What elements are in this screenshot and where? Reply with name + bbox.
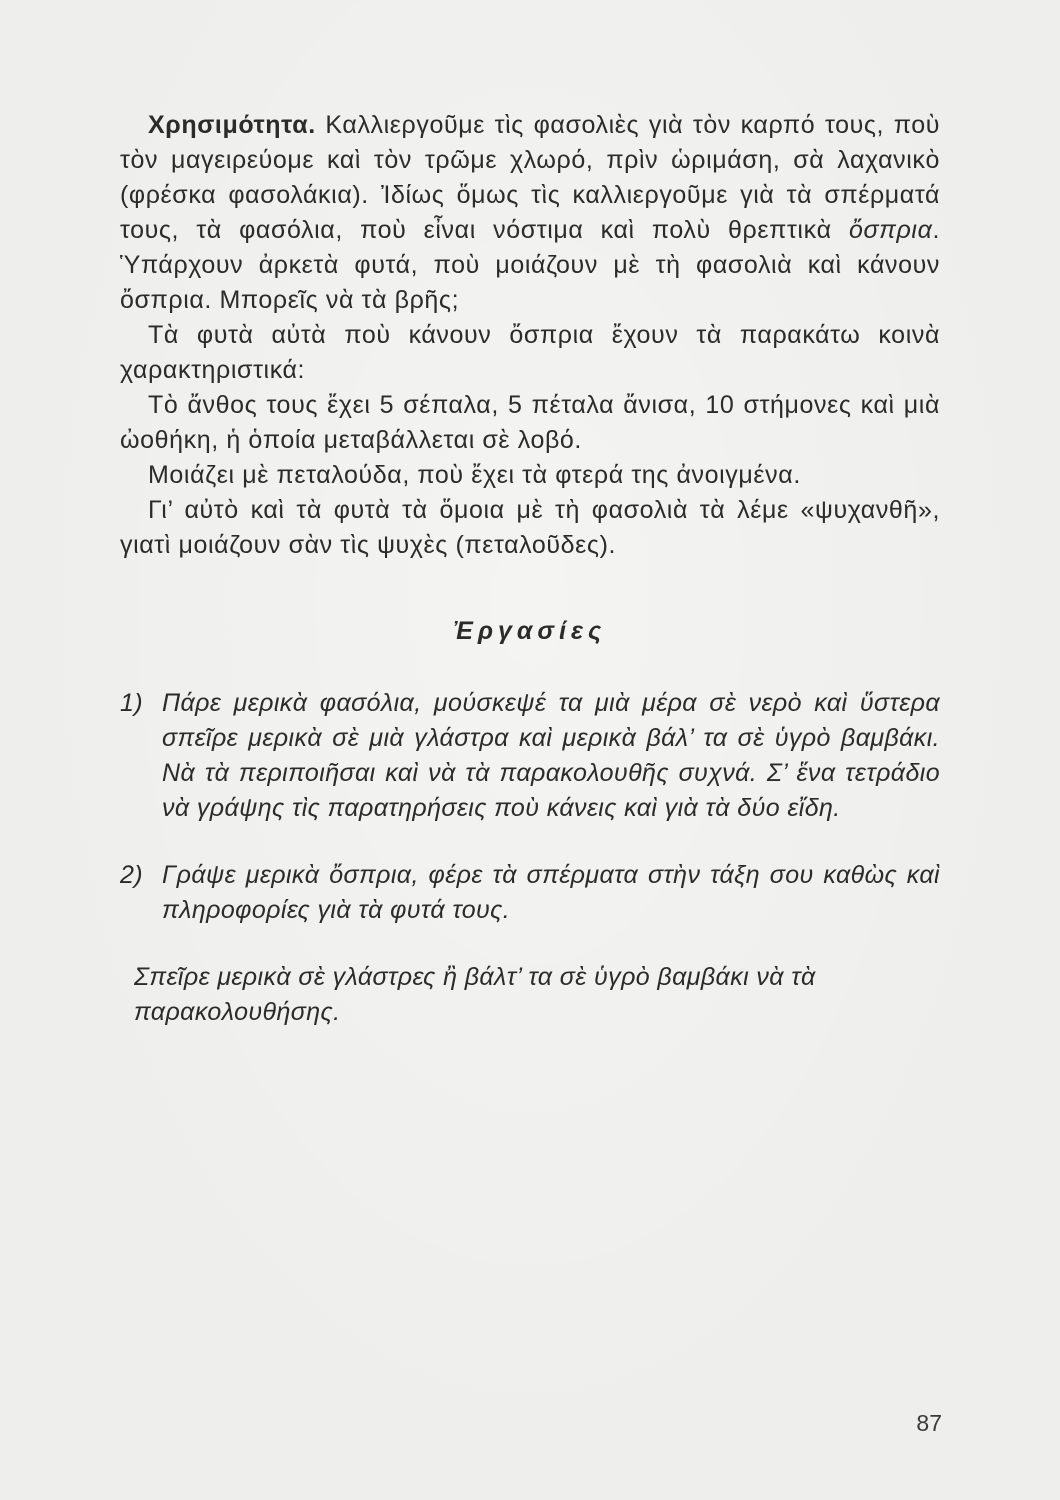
intro-lead-term: Χρησιμότητα.	[148, 111, 316, 139]
page-number: 87	[916, 1410, 942, 1436]
task-text: Γράψε μερικὰ ὄσπρια, φέρε τὰ σπέρματα στὴν τάξη σου καθὼς καὶ πληροφορίες γιὰ τὰ φυτά τους.	[162, 861, 940, 924]
intro-paragraph	[120, 108, 940, 318]
intro-text-continued: . Ὑπάρχουν ἀρκετὰ φυτά, ποὺ μοιάζουν μὲ τὴ φασολιὰ καὶ κάνουν ὄσπρια. Μπορεῖς νὰ τὰ βρῆς;	[120, 216, 940, 314]
paragraph-common-traits: Τὰ φυτὰ αὐτὰ ποὺ κάνουν ὄσπρια ἔχουν τὰ παρακάτω κοινὰ χαρακτηριστικά:	[120, 321, 940, 384]
task-text: Πάρε μερικὰ φασόλια, μούσκεψέ τα μιὰ μέρα σὲ νερὸ καὶ ὕστερα σπεῖρε μερικὰ σὲ μιὰ γλάστρα καὶ μερικὰ βάλ’ τα σὲ ὑγρὸ βαμβάκι. Νὰ τὰ περιποιῆσαι καὶ νὰ τὰ παρακολουθῆς συχνά. Σ’ ἕνα τετράδιο νὰ γράψης τὶς παρατηρήσεις ποὺ κάνεις καὶ γιὰ τὰ δύο εἴδη.	[162, 689, 940, 822]
task-number: 2)	[120, 861, 144, 889]
paragraph-psychanthi: Γι’ αὐτὸ καὶ τὰ φυτὰ τὰ ὅμοια μὲ τὴ φασολιὰ τὰ λέμε «ψυχανθῆ», γιατὶ μοιάζουν σὰν τὶς ψυχὲς (πεταλοῦδες).	[120, 496, 940, 559]
closing-instruction: Σπεῖρε μερικὰ σὲ γλάστρες ἢ βάλτ’ τα σὲ ὑγρὸ βαμβάκι νὰ τὰ παρακολουθήσης.	[134, 963, 816, 1026]
page-content	[120, 108, 940, 1030]
intro-italic-term: ὄσπρια	[848, 216, 933, 244]
paragraph-flower: Τὸ ἄνθος τους ἔχει 5 σέπαλα, 5 πέταλα ἄνισα, 10 στήμονες καὶ μιὰ ὠοθήκη, ἡ ὁποία μεταβάλλεται σὲ λοβό.	[120, 391, 940, 454]
section-heading: Ἐργασίες	[453, 617, 607, 645]
paragraph-butterfly: Μοιάζει μὲ πεταλούδα, ποὺ ἔχει τὰ φτερά της ἀνοιγμένα.	[148, 461, 801, 489]
task-item	[120, 858, 940, 928]
intro-text: Καλλιεργοῦμε τὶς φασολιὲς γιὰ τὸν καρπό τους, ποὺ τὸν μαγειρεύομε καὶ τὸν τρῶμε χλωρό, πρὶν ὡριμάση, σὰ λαχανικὸ (φρέσκα φασολάκια). Ἰδίως ὅμως τὶς καλλιεργοῦμε γιὰ τὰ σπέρματά τους, τὰ φασόλια, ποὺ εἶναι νόστιμα καὶ πολὺ θρεπτικὰ	[120, 111, 940, 244]
task-item	[120, 686, 940, 826]
task-number: 1)	[120, 689, 144, 717]
